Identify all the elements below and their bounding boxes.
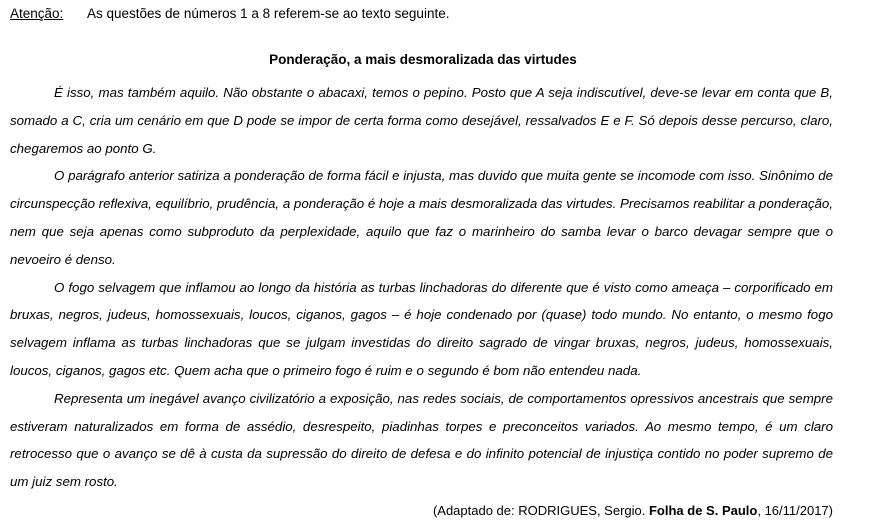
paragraph-4: Representa um inegável avanço civilizatório a exposição, nas redes sociais, de comportamentos opressivos ancestrais que sempre estiveram naturalizados em forma de assédio, desrespeito, piadinhas torpes e preconceitos variados. Ao mesmo tempo, é um claro retrocesso que o avanço se dê à custa da supressão do direito de defesa e do infinito potencial de injustiça contido no poder supremo de um juiz sem rosto. xyxy=(10,390,833,490)
attention-text: As questões de números 1 a 8 referem-se ao texto seguinte. xyxy=(87,6,450,21)
citation-source: Folha de S. Paulo xyxy=(648,503,758,518)
paragraph-2: O parágrafo anterior satiriza a ponderação de forma fácil e injusta, mas duvido que muita gente se incomode com isso. Sinônimo de circunspecção reflexiva, equilíbrio, prudência, a ponderação é hoje a mais desmoralizada das virtudes. Precisamos reabilitar a ponderação, nem que seja apenas como subproduto da perplexidade, aquilo que faz o marinheiro do samba levar o barco devagar sempre que o nevoeiro é denso. xyxy=(10,168,833,267)
article-body xyxy=(10,79,833,496)
attention-label: Atenção: xyxy=(10,6,64,21)
paragraph-1: É isso, mas também aquilo. Não obstante o abacaxi, temos o pepino. Posto que A seja indiscutível, deve-se levar em conta que B, somado a C, cria um cenário em que D pode se impor de certa forma como desejável, ressalvados E e F. Só depois desse percurso, claro, chegaremos ao ponto G. xyxy=(10,85,833,156)
attention-note xyxy=(10,6,449,21)
citation-prefix: (Adaptado de: RODRIGUES, Sergio. xyxy=(432,503,649,518)
source-citation xyxy=(433,503,833,518)
paragraph-3: O fogo selvagem que inflamou ao longo da história as turbas linchadoras do diferente que é visto como ameaça – corporificado em bruxas, negros, judeus, homossexuais, loucos, ciganos, gagos – é hoje condenado por (quase) todo mundo. No entanto, o mesmo fogo selvagem inflama as turbas linchadoras que se julgam investidas do direito sagrado de vingar bruxas, negros, judeus, homossexuais, loucos, ciganos, gagos etc. Quem acha que o primeiro fogo é ruim e o segundo é bom não entendeu nada. xyxy=(10,279,833,378)
citation-suffix: , 16/11/2017) xyxy=(757,503,833,518)
article-title: Ponderação, a mais desmoralizada das virtudes xyxy=(269,52,577,67)
